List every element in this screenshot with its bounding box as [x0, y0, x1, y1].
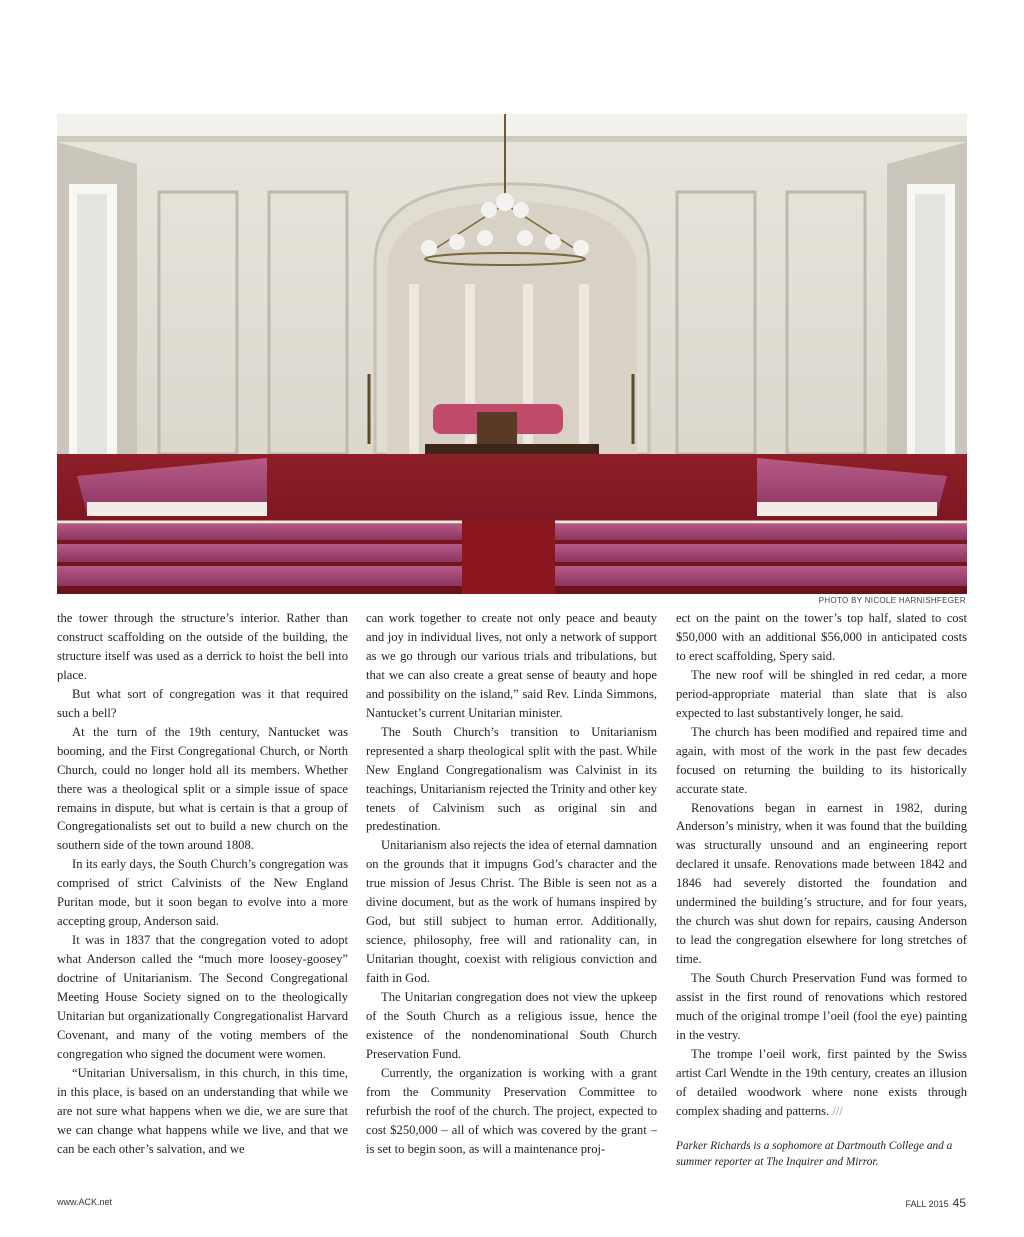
paragraph: It was in 1837 that the congregation voted to adopt what Anderson called the “much more loosey-goosey” doctrine of Unitarianism. The Second Congregational Meeting House Society signed on to the theologically Unitarian but organizationally Congregationalist Harvard Covenant, and many of the voting members of the congregation who signed the document were women.	[57, 933, 348, 1061]
paragraph: The South Church’s transition to Unitarianism represented a sharp theological split with the past. While New England Congregationalism was Calvinist in its teachings, Unitarianism rejected the Trinity and other key tenets of Calvinism such as original sin and predestination.	[366, 724, 657, 834]
article-column-3	[676, 609, 967, 1170]
final-paragraph	[676, 1045, 967, 1121]
footer-website: www.ACK.net	[57, 1197, 113, 1207]
footer-folio	[905, 1194, 966, 1212]
photo-credit: PHOTO BY NICOLE HARNISHFEGER	[818, 596, 966, 605]
article-column-2	[366, 609, 657, 1159]
paragraph: In its early days, the South Church’s congregation was comprised of strict Calvinists of the New England Puritan mode, but it soon began to evolve into a more accepting group, Anderson said.	[57, 857, 348, 929]
paragraph: The South Church Preservation Fund was formed to assist in the first round of renovations which restored much of the original trompe l’oeil (fool the eye) painting in the vestry.	[676, 971, 967, 1042]
paragraph: At the turn of the 19th century, Nantucket was booming, and the First Congregational Church, or North Church, could no longer hold all its members. Whether there was a theological split or a simple issue of space remains in dispute, but what is certain is that a group of Congregationalists set out to build a new church on the southern side of the town around 1808.	[57, 724, 348, 853]
issue-label: FALL 2015	[905, 1199, 949, 1209]
paragraph: Currently, the organization is working with a grant from the Community Preservation Committee to refurbish the roof of the church. The project, expected to cost $250,000 – all of which was covered by the grant – is set to begin soon, as will a maintenance proj-	[366, 1065, 657, 1156]
paragraph: ect on the paint on the tower’s top half, slated to cost $50,000 with an additional $56,000 in anticipated costs to erect scaffolding, Spery said.	[676, 611, 967, 663]
church-interior-photo	[57, 114, 967, 594]
paragraph: “Unitarian Universalism, in this church, in this time, in this place, is based on an understanding that while we are not sure what happens when we die, we are sure that we can change what happens while we live, and that we can be each other’s salvation, and we	[57, 1065, 348, 1156]
paragraph: the tower through the structure’s interior. Rather than construct scaffolding on the outside of the building, the structure itself was used as a derrick to hoist the bell into place.	[57, 611, 348, 682]
author-bio: Parker Richards is a sophomore at Dartmouth College and a summer reporter at The Inquirer and Mirror.	[676, 1139, 953, 1168]
article-column-1	[57, 609, 348, 1159]
paragraph: The church has been modified and repaired time and again, with most of the work in the past few decades focused on returning the building to its historically accurate state.	[676, 724, 967, 796]
paragraph: The new roof will be shingled in red cedar, a more period-appropriate material than slate that is also expected to last substantively longer, he said.	[676, 667, 967, 720]
page-number: 45	[952, 1196, 966, 1210]
paragraph: Unitarianism also rejects the idea of eternal damnation on the grounds that it impugns God’s character and the true mission of Jesus Christ. The Bible is seen not as a divine document, but as the work of humans inspired by God, but still subject to human error. Additionally, science, philosophy, free will and rationality can, in Unitarian thought, coexist with religious conviction and faith in God.	[366, 838, 657, 986]
paragraph: But what sort of congregation was it that required such a bell?	[57, 686, 348, 720]
paragraph: can work together to create not only peace and beauty and joy in individual lives, not only a network of support as we go through our various trials and tribulations, but that we can also create a great sense of beauty and hope and possibility on the island,” said Rev. Linda Simmons, Nantucket’s current Unitarian minister.	[366, 611, 657, 720]
paragraph-text: The trompe l’oeil work, first painted by the Swiss artist Carl Wendte in the 19th century, creates an illusion of detailed woodwork where none exists through complex shading and patterns.	[676, 1046, 967, 1118]
end-mark: ///	[832, 1103, 843, 1118]
paragraph: Renovations began in earnest in 1982, during Anderson’s ministry, when it was found that the building was structurally unsound and an engineering report declared it unsafe. Renovations made between 1842 and 1846 had severely distorted the foundation and undermined the building’s structure, and for four years, the church was shut down for repairs, causing Anderson to lead the congregation elsewhere for long stretches of time.	[676, 800, 967, 967]
paragraph: The Unitarian congregation does not view the upkeep of the South Church as a religious issue, hence the existence of the nondenominational South Church Preservation Fund.	[366, 990, 657, 1061]
